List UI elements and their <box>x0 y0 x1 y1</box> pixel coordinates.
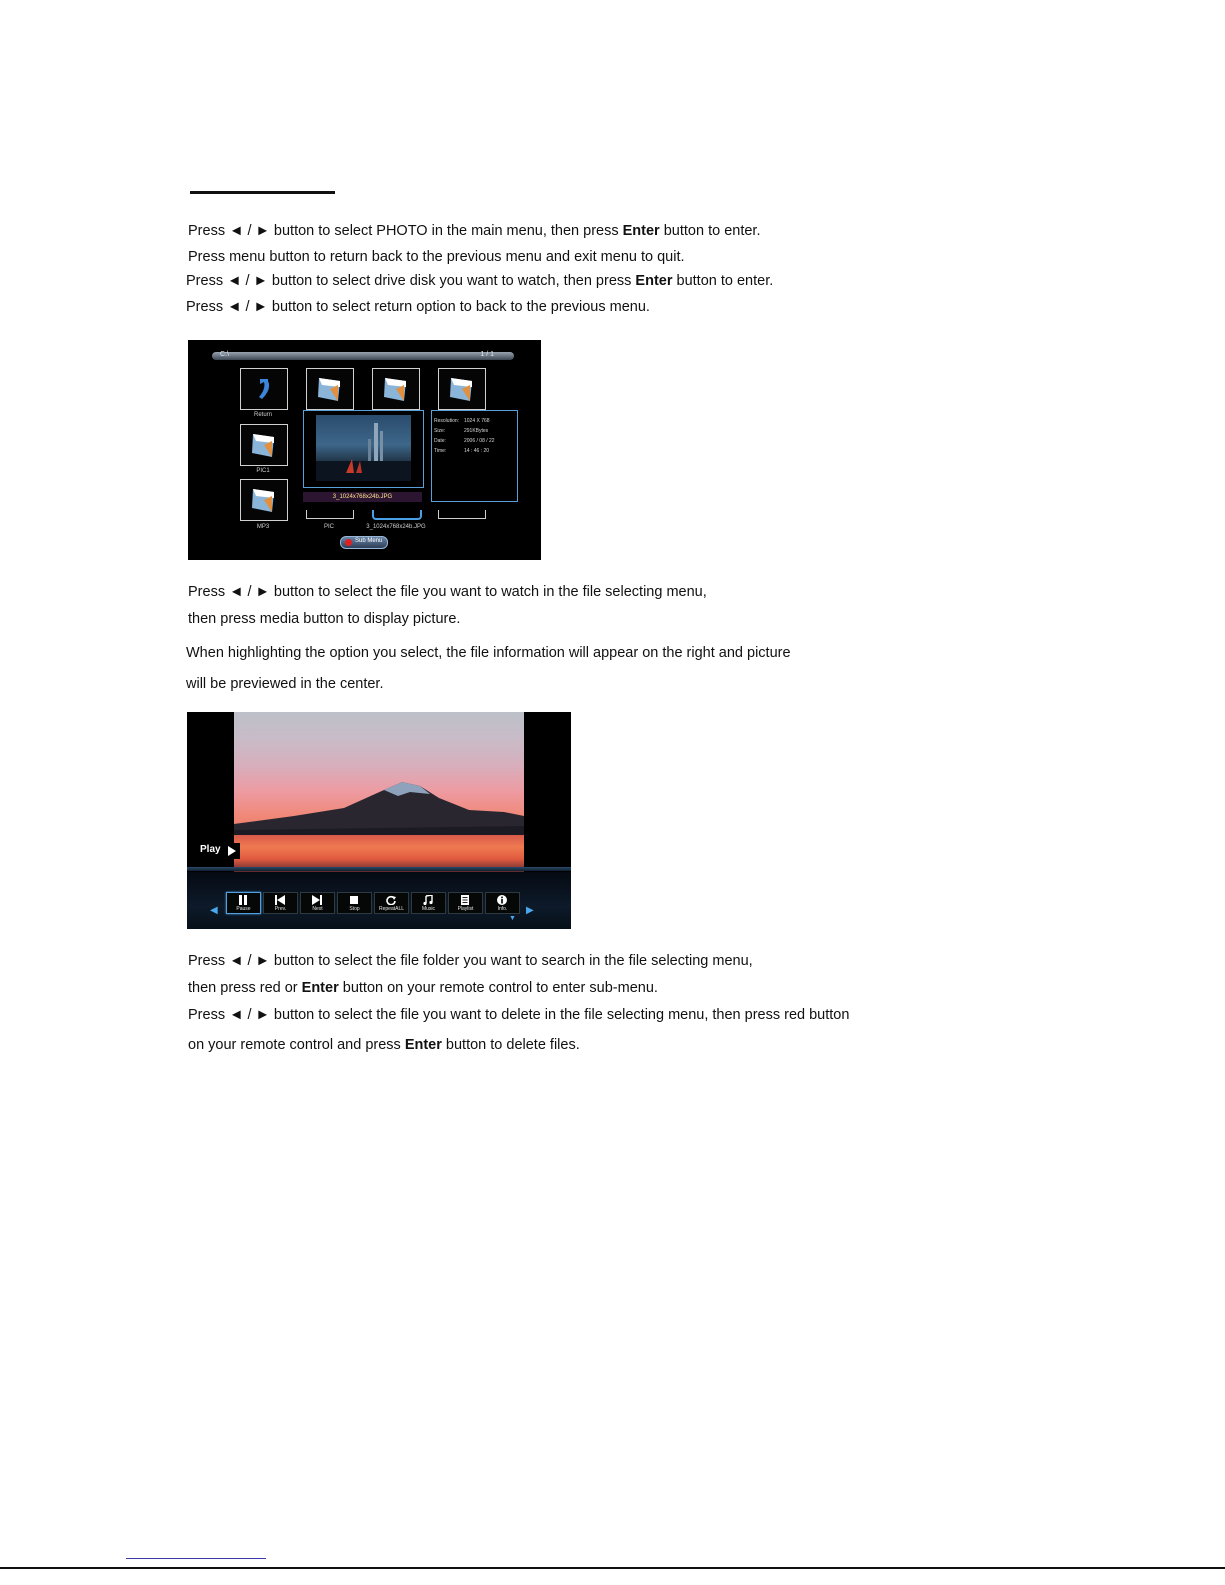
picture-file-icon <box>250 431 278 459</box>
instruction-line: When highlighting the option you select, the file information will appear on the right and picture <box>186 645 791 661</box>
control-label: Info. <box>497 906 508 912</box>
instruction-line: then press red or Enter button on your remote control to enter sub-menu. <box>188 980 658 996</box>
music-note-icon <box>423 895 433 905</box>
sub-menu-button[interactable]: Sub Menu <box>340 536 388 549</box>
footer-link-rule <box>126 1558 266 1559</box>
playlist-icon <box>460 895 470 905</box>
picture-file-icon <box>250 486 278 514</box>
info-resolution: Resolution: 1024 X 768 <box>434 418 490 424</box>
picture-file-icon <box>448 375 476 403</box>
info-icon <box>497 895 507 905</box>
control-label: Music <box>421 906 436 912</box>
page-indicator: 1 / 1 <box>480 351 494 358</box>
path-bar <box>212 352 514 360</box>
playlist-button[interactable] <box>448 892 483 914</box>
picture-preview-image <box>316 415 411 481</box>
scroll-down-arrow-icon[interactable]: ▼ <box>509 915 516 922</box>
browser-item-frame[interactable] <box>438 510 486 519</box>
instruction-line: on your remote control and press Enter button to delete files. <box>188 1037 580 1053</box>
repeat-icon <box>386 895 396 905</box>
previous-icon <box>275 895 285 905</box>
info-date: Date: 2006 / 08 / 22 <box>434 438 495 444</box>
instruction-line: Press ◄ / ► button to select drive disk you want to watch, then press Enter button to enter. <box>186 273 774 289</box>
picture-preview-frame <box>303 410 424 488</box>
photo-display <box>234 712 524 842</box>
control-label: Pause <box>236 906 251 912</box>
play-status-text: Play <box>200 844 221 855</box>
instruction-line: Press ◄ / ► button to select the file you want to delete in the file selecting menu, then press red button <box>188 1007 850 1023</box>
browser-item-frame[interactable] <box>306 510 354 519</box>
play-icon <box>228 846 236 856</box>
browser-item-label: PIC1 <box>256 468 270 474</box>
stop-button[interactable] <box>337 892 372 914</box>
info-time: Time: 14 : 46 : 20 <box>434 448 490 454</box>
photo-player-screenshot <box>187 712 571 929</box>
repeat-all-button[interactable] <box>374 892 409 914</box>
music-button[interactable] <box>411 892 446 914</box>
player-divider <box>187 867 571 871</box>
picture-file-icon <box>382 375 410 403</box>
picture-file-icon <box>316 375 344 403</box>
instruction-line: Press ◄ / ► button to select return option to back to the previous menu. <box>186 299 650 315</box>
browser-item-file[interactable] <box>372 368 420 410</box>
browser-item-label: PIC <box>323 524 334 530</box>
section-heading-rule <box>190 191 335 194</box>
next-icon <box>312 895 322 905</box>
instruction-line: Press ◄ / ► button to select PHOTO in the main menu, then press Enter button to enter. <box>188 223 761 239</box>
info-button[interactable] <box>485 892 520 914</box>
browser-item-label: MP3 <box>256 524 270 530</box>
control-label: RepeatALL <box>378 906 405 912</box>
info-size: Size: 291KBytes <box>434 428 489 434</box>
control-label: Playlist <box>457 906 474 912</box>
instruction-line: Press menu button to return back to the previous menu and exit menu to quit. <box>188 249 685 265</box>
browser-item-folder-pic1[interactable] <box>240 424 288 466</box>
previous-button[interactable] <box>263 892 298 914</box>
browser-item-label: Return <box>253 412 272 418</box>
instruction-line: then press media button to display picture. <box>188 611 461 627</box>
return-arrow-icon <box>250 375 278 403</box>
control-label: Stop <box>349 906 360 912</box>
instruction-line: Press ◄ / ► button to select the file you want to watch in the file selecting menu, <box>188 584 707 600</box>
file-browser-screenshot <box>188 340 541 560</box>
file-info-panel <box>431 410 518 502</box>
red-button-icon <box>345 539 352 546</box>
path-text: C:\ <box>220 351 229 358</box>
control-label: Prev. <box>274 906 287 912</box>
selected-file-name: 3_1024x768x24b.JPG <box>303 492 422 502</box>
browser-item-folder-mp3[interactable] <box>240 479 288 521</box>
browser-item-label: 3_1024x768x24b.JPG <box>366 524 426 530</box>
scroll-right-arrow-icon[interactable]: ▶ <box>526 905 534 916</box>
browser-item-frame-selected[interactable] <box>372 510 422 520</box>
browser-item-file[interactable] <box>306 368 354 410</box>
instruction-line: will be previewed in the center. <box>186 676 384 692</box>
control-label: Next <box>312 906 323 912</box>
instruction-line: Press ◄ / ► button to select the file folder you want to search in the file selecting menu, <box>188 953 753 969</box>
play-status-badge <box>194 843 240 859</box>
stop-icon <box>349 895 359 905</box>
pause-button[interactable] <box>226 892 261 914</box>
browser-item-file[interactable] <box>438 368 486 410</box>
pause-icon <box>238 895 248 905</box>
page-bottom-rule <box>0 1567 1225 1569</box>
next-button[interactable] <box>300 892 335 914</box>
scroll-left-arrow-icon[interactable]: ◀ <box>210 905 218 916</box>
browser-item-return[interactable] <box>240 368 288 410</box>
